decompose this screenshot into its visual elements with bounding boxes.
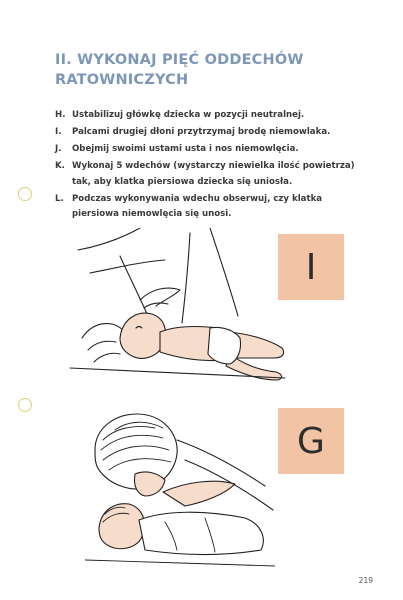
page-number: 219 [358, 576, 373, 585]
step-item [55, 125, 365, 141]
binder-hole-ring [18, 187, 32, 201]
step-text: Wykonaj 5 wdechów (wystarczy niewielka ilość powietrza) tak, aby klatka piersiowa dziecka się uniosła. [72, 161, 355, 187]
step-letter: K. [55, 161, 65, 171]
step-text: Ustabilizuj główkę dziecka w pozycji neutralnej. [72, 110, 305, 120]
section-title-line-1: II. WYKONAJ PIĘĆ ODDECHÓW [55, 52, 304, 68]
section-title-line-2: RATOWNICZYCH [55, 72, 189, 88]
step-list [55, 108, 365, 224]
step-item [55, 108, 365, 124]
illustration-head-tilt [60, 228, 290, 388]
section-title [55, 50, 355, 90]
figure-letter: I [305, 246, 317, 288]
step-letter: J. [55, 144, 62, 154]
step-text: Podczas wykonywania wdechu obserwuj, czy klatka piersiowa niemowlęcia się unosi. [72, 193, 323, 219]
step-item [55, 192, 365, 223]
illustration-rescue-breaths [85, 410, 275, 570]
step-text: Palcami drugiej dłoni przytrzymaj brodę niemowlaka. [72, 127, 331, 137]
step-item [55, 142, 365, 158]
figure-letter-tile [278, 234, 344, 300]
step-letter: H. [55, 110, 66, 120]
step-letter: I. [55, 127, 62, 137]
step-item [55, 159, 365, 190]
figure-letter-tile [278, 408, 344, 474]
step-letter: L. [55, 193, 64, 204]
binder-hole-ring [18, 398, 32, 412]
figure-letter: G [297, 420, 325, 462]
step-text: Obejmij swoimi ustami usta i nos niemowlęcia. [72, 144, 299, 154]
